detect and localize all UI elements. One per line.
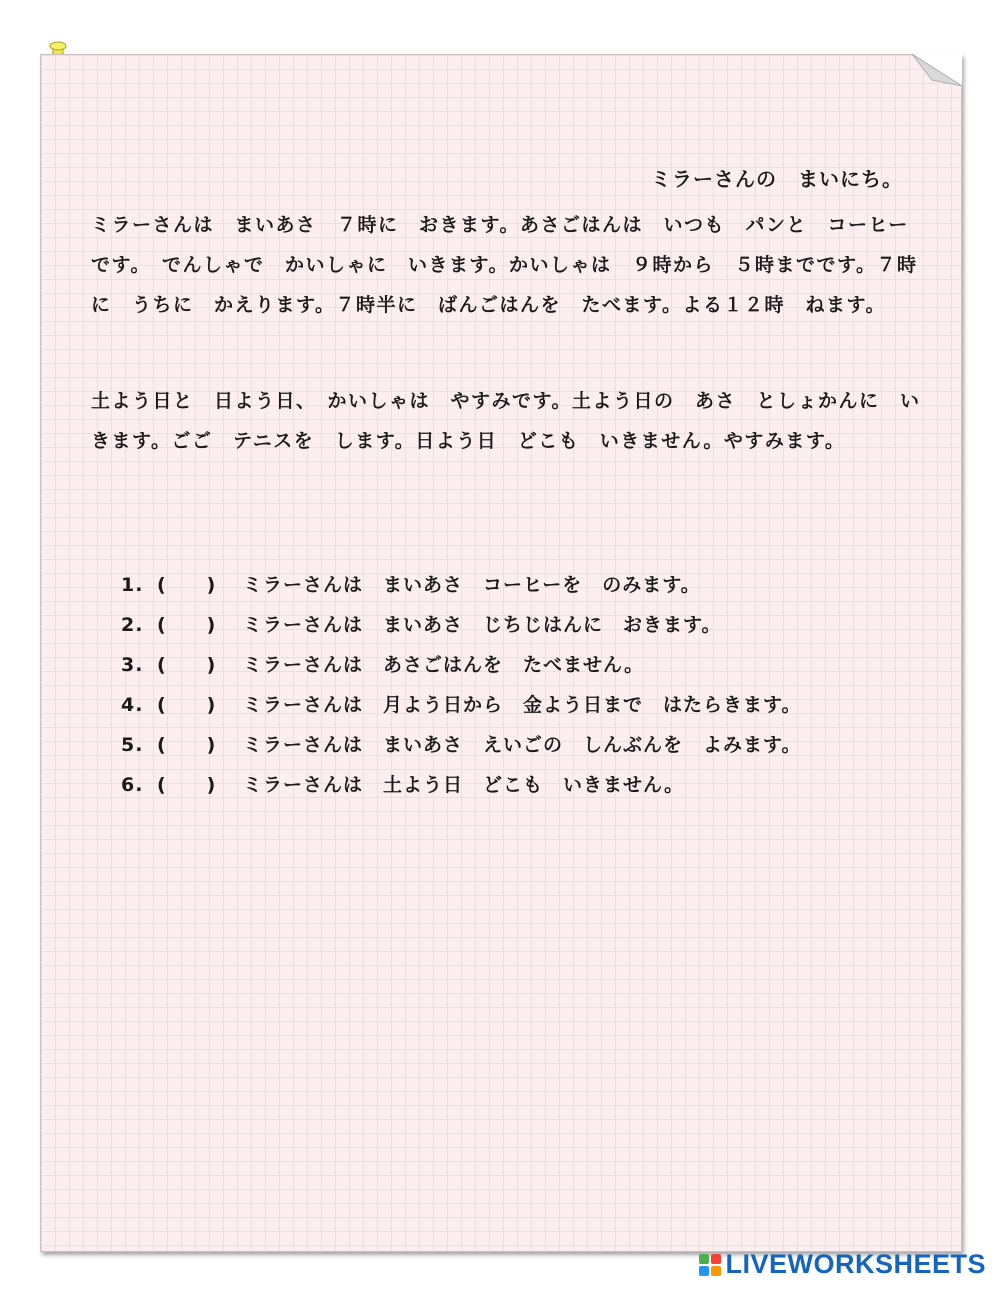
answer-blank[interactable]: ( ) xyxy=(157,654,217,676)
question-number: 4. xyxy=(121,694,144,716)
question-text: ミラーさんは まいあさ えいごの しんぶんを よみます。 xyxy=(243,734,802,756)
liveworksheets-logo[interactable] xyxy=(698,1249,986,1280)
liveworksheets-logo-icon xyxy=(698,1253,722,1277)
question-number: 6. xyxy=(121,774,144,796)
question-item-4 xyxy=(121,685,801,725)
question-item-6 xyxy=(121,765,801,805)
answer-blank[interactable]: ( ) xyxy=(157,694,217,716)
worksheet-paper xyxy=(40,54,962,1252)
brand-name: LIVEWORKSHEETS xyxy=(725,1249,986,1279)
question-item-3 xyxy=(121,645,801,685)
question-number: 3. xyxy=(121,654,144,676)
page-curl-icon xyxy=(912,54,962,86)
question-text: ミラーさんは まいあさ コーヒーを のみます。 xyxy=(243,574,701,596)
question-item-1 xyxy=(121,565,801,605)
worksheet-title: ミラーさんの まいにち。 xyxy=(651,167,903,191)
question-list xyxy=(121,565,801,805)
answer-blank[interactable]: ( ) xyxy=(157,574,217,596)
question-number: 2. xyxy=(121,614,144,636)
question-item-2 xyxy=(121,605,801,645)
answer-blank[interactable]: ( ) xyxy=(157,614,217,636)
question-number: 5. xyxy=(121,734,144,756)
question-number: 1. xyxy=(121,574,144,596)
question-text: ミラーさんは まいあさ じちじはんに おきます。 xyxy=(243,614,722,636)
question-text: ミラーさんは 土よう日 どこも いきません。 xyxy=(243,774,685,796)
answer-blank[interactable]: ( ) xyxy=(157,774,217,796)
question-text: ミラーさんは 月よう日から 金よう日まで はたらきます。 xyxy=(243,694,802,716)
question-text: ミラーさんは あさごはんを たべません。 xyxy=(243,654,645,676)
answer-blank[interactable]: ( ) xyxy=(157,734,217,756)
question-item-5 xyxy=(121,725,801,765)
reading-paragraph-1: ミラーさんは まいあさ ７時に おきます。あさごはんは いつも パンと コーヒーです。 でんしゃで かいしゃに いきます。かいしゃは ９時から ５時までです。７時に うちに かえります。７時半に ばんごはんを たべます。よる１２時 ねます。 xyxy=(91,214,918,316)
reading-paragraph-2: 土よう日と 日よう日、 かいしゃは やすみです。土よう日の あさ としょかんに いきます。ごご テニスを します。日よう日 どこも いきません。やすみます。 xyxy=(91,390,921,452)
